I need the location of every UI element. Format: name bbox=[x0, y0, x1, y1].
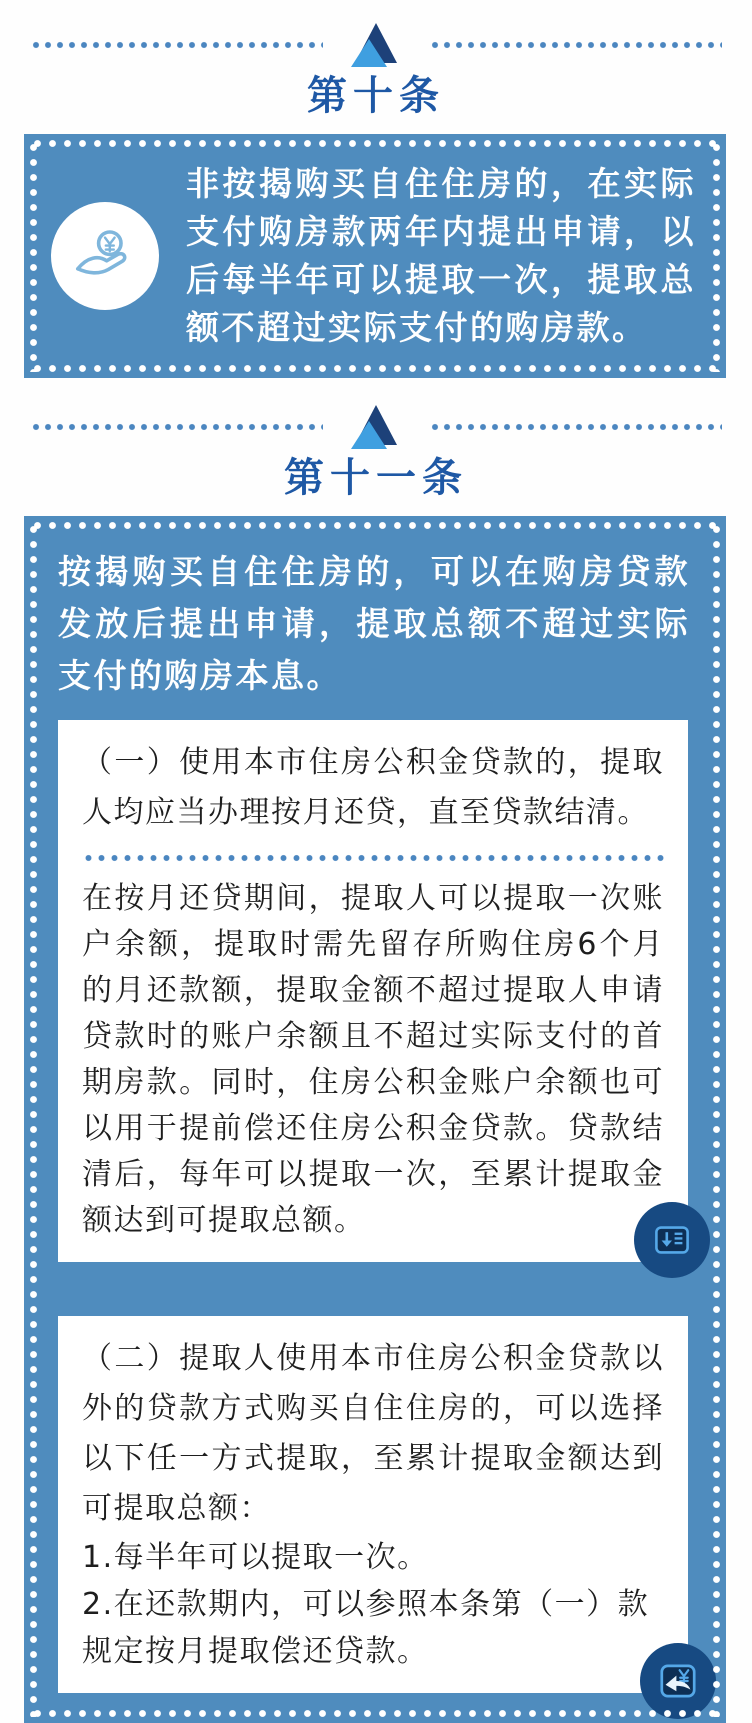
clause2-item1: 1.每半年可以提取一次。 bbox=[82, 1540, 429, 1575]
section-divider-article10 bbox=[30, 22, 722, 68]
dotted-line-left bbox=[30, 423, 323, 431]
dotted-border-right bbox=[712, 140, 721, 372]
article10-title: 第十条 bbox=[307, 73, 445, 119]
dotted-line-right bbox=[429, 41, 722, 49]
clause2-item2: 2.在还款期内，可以参照本条第（一）款规定按月提取偿还贷款。 bbox=[82, 1587, 650, 1669]
dotted-border-top bbox=[30, 139, 720, 148]
dotted-line-right bbox=[429, 423, 722, 431]
article10-box bbox=[24, 134, 726, 378]
dotted-line-left bbox=[30, 41, 323, 49]
clause1-panel bbox=[58, 720, 688, 1262]
article10-body: 非按揭购买自住住房的，在实际支付购房款两年内提出申请，以后每半年可以提取一次，提取总额不超过实际支付的购房款。 bbox=[186, 164, 696, 347]
up-triangle-icon bbox=[351, 405, 401, 449]
dotted-border-top bbox=[30, 521, 720, 530]
dotted-border-bottom bbox=[30, 364, 720, 373]
clause1-detail: 在按月还贷期间，提取人可以提取一次账户余额，提取时需先留存所购住房6个月的月还款额，提取金额不超过提取人申请贷款时的账户余额且不超过实际支付的首期房款。同时，住房公积金账户余额也可以用于提前偿还住房公积金贷款。贷款结清后，每年可以提取一次，至累计提取金额达到可提取总额。 bbox=[82, 881, 664, 1238]
dotted-border-left bbox=[29, 522, 38, 1717]
dotted-border-bottom bbox=[30, 1709, 720, 1718]
clause1-lead: （一）使用本市住房公积金贷款的，提取人均应当办理按月还贷，直至贷款结清。 bbox=[82, 745, 664, 830]
hand-coin-icon bbox=[51, 202, 159, 310]
article11-box bbox=[24, 516, 726, 1723]
up-triangle-icon bbox=[351, 23, 401, 67]
section-divider-article11 bbox=[30, 404, 722, 450]
clause2-lead: （二）提取人使用本市住房公积金贷款以外的贷款方式购买自住住房的，可以选择以下任一方式提取，至累计提取金额达到可提取总额： bbox=[82, 1341, 664, 1526]
dotted-border-right bbox=[712, 522, 721, 1717]
dotted-separator bbox=[82, 854, 664, 862]
article11-intro: 按揭购买自住住房的，可以在购房贷款发放后提出申请，提取总额不超过实际支付的购房本息。 bbox=[58, 552, 690, 695]
document-download-icon bbox=[634, 1202, 710, 1278]
clause2-panel bbox=[58, 1316, 688, 1693]
money-return-icon bbox=[640, 1643, 716, 1719]
article11-title: 第十一条 bbox=[284, 455, 468, 501]
